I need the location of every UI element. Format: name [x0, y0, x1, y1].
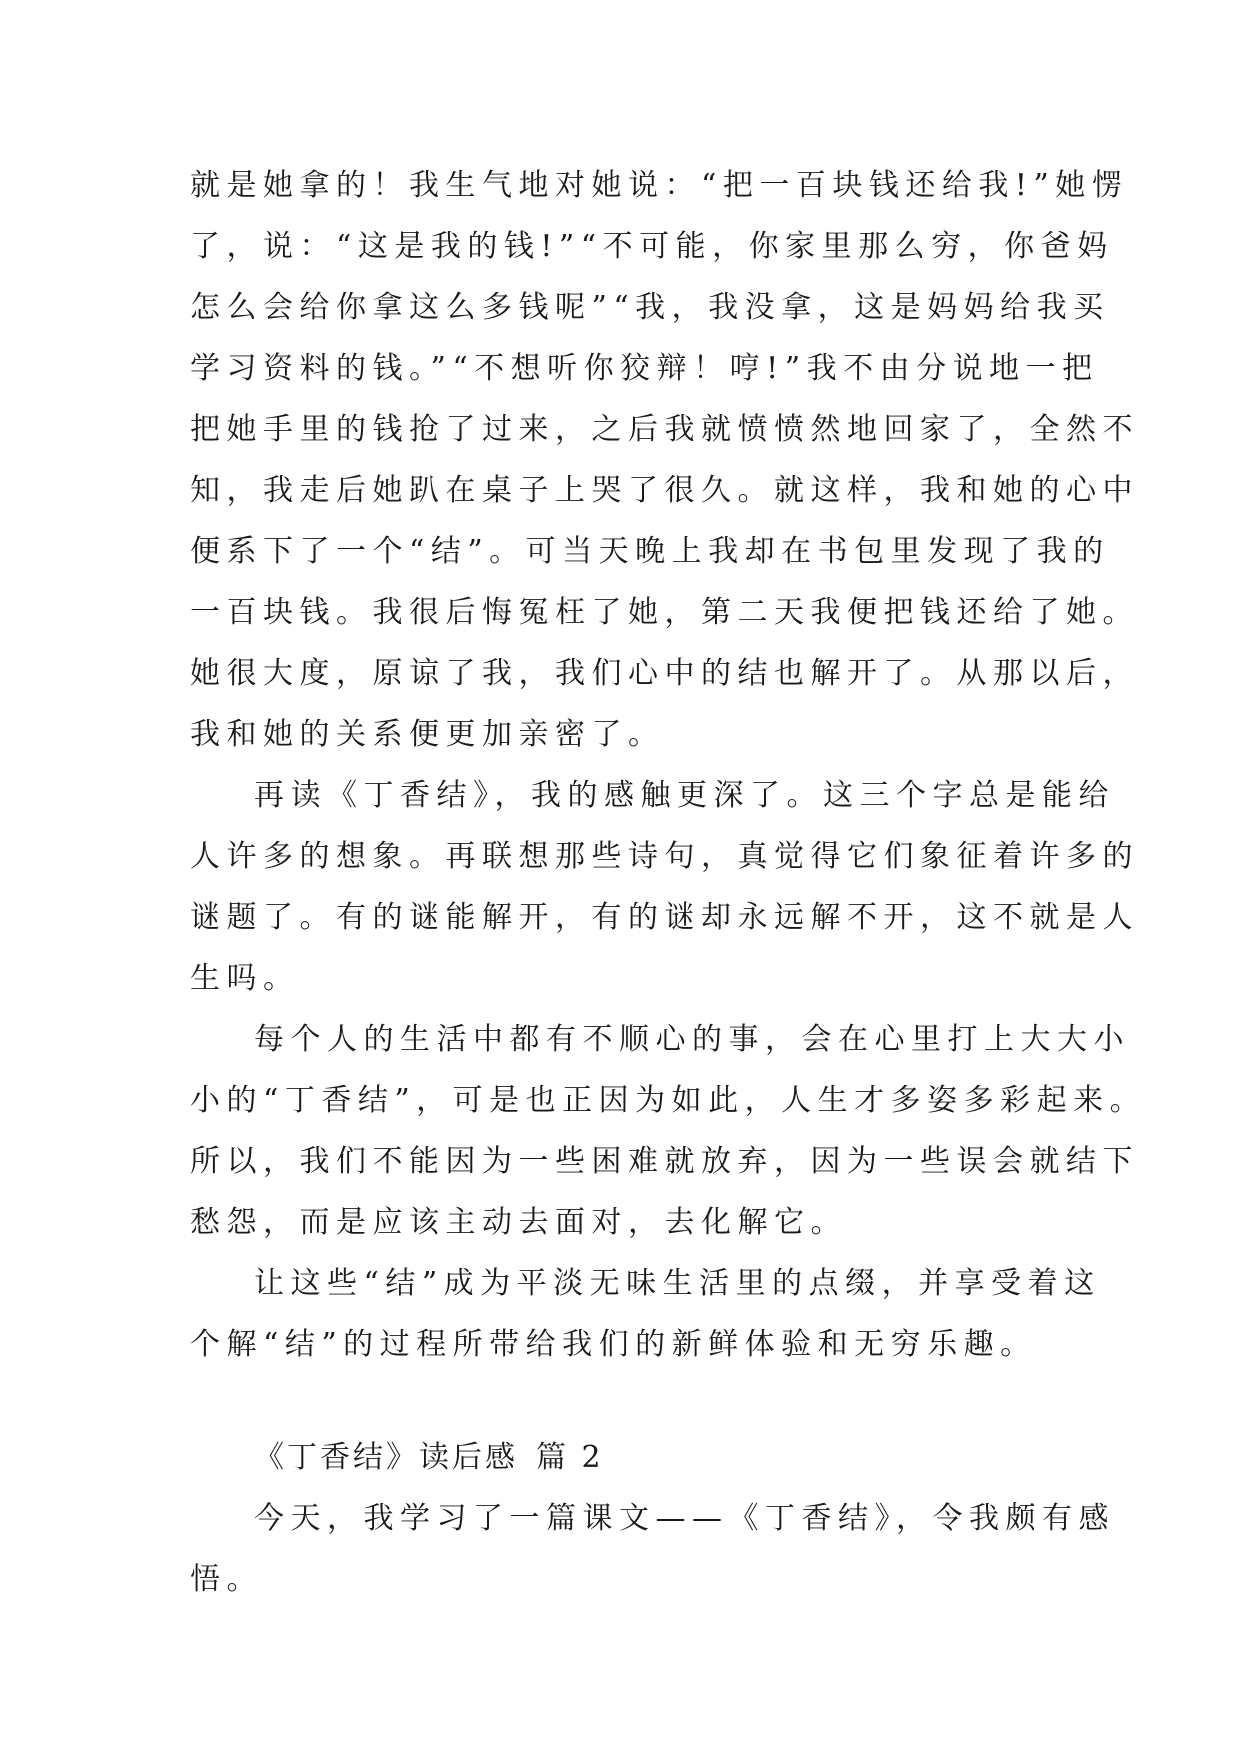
- paragraph-3: [190, 1009, 1147, 1253]
- paragraph-2: [190, 765, 1139, 1009]
- text-line: 生吗。: [190, 961, 300, 996]
- text-line: 悟。: [190, 1562, 263, 1597]
- text-line: 愁怨，而是应该主动去面对，去化解它。: [190, 1205, 847, 1240]
- document-body: [190, 155, 1147, 1610]
- text-line: 便系下了一个“结”。可当天晚上我却在书包里发现了我的: [190, 534, 1110, 569]
- text-line: 了，说：“这是我的钱!”“不可能，你家里那么穷，你爸妈: [190, 229, 1114, 264]
- text-line: 一百块钱。我很后悔冤枉了她，第二天我便把钱还给了她。: [190, 595, 1139, 630]
- text-line: 每个人的生活中都有不顺心的事，会在心里打上大大小: [254, 1022, 1130, 1057]
- text-line: 今天，我学习了一篇课文——《丁香结》，令我颇有感: [254, 1501, 1115, 1536]
- text-line: 让这些“结”成为平淡无味生活里的点缀，并享受着这: [254, 1266, 1101, 1301]
- text-line: 知，我走后她趴在桌子上哭了很久。就这样，我和她的心中: [190, 473, 1139, 508]
- text-line: 谜题了。有的谜能解开，有的谜却永远解不开，这不就是人: [190, 900, 1139, 935]
- section-title: 《丁香结》读后感: [254, 1440, 518, 1475]
- section-number: 篇 2: [536, 1440, 604, 1475]
- section-spacer: [190, 1375, 1070, 1427]
- text-line: 人许多的想象。再联想那些诗句，真觉得它们象征着许多的: [190, 839, 1139, 874]
- paragraph-4: [190, 1253, 1101, 1375]
- text-line: 再读《丁香结》，我的感触更深了。这三个字总是能给: [254, 778, 1115, 813]
- text-line: 学习资料的钱。”“不想听你狡辩！哼!”我不由分说地一把: [190, 351, 1099, 386]
- text-line: 个解“结”的过程所带给我们的新鲜体验和无穷乐趣。: [190, 1327, 1037, 1362]
- text-line: 就是她拿的！我生气地对她说：“把一百块钱还给我!”她愣: [190, 168, 1129, 203]
- text-line: 怎么会给你拿这么多钱呢”“我，我没拿，这是妈妈给我买: [190, 290, 1110, 325]
- text-line: 把她手里的钱抢了过来，之后我就愤愤然地回家了，全然不: [190, 412, 1139, 447]
- section-heading: [190, 1427, 1070, 1488]
- paragraph-1: [190, 155, 1139, 765]
- text-line: 所以，我们不能因为一些困难就放弃，因为一些误会就结下: [190, 1144, 1139, 1179]
- text-line: 她很大度，原谅了我，我们心中的结也解开了。从那以后，: [190, 656, 1139, 691]
- text-line: 我和她的关系便更加亲密了。: [190, 717, 665, 752]
- section-2: [190, 1427, 1115, 1610]
- text-line: 小的“丁香结”，可是也正因为如此，人生才多姿多彩起来。: [190, 1083, 1147, 1118]
